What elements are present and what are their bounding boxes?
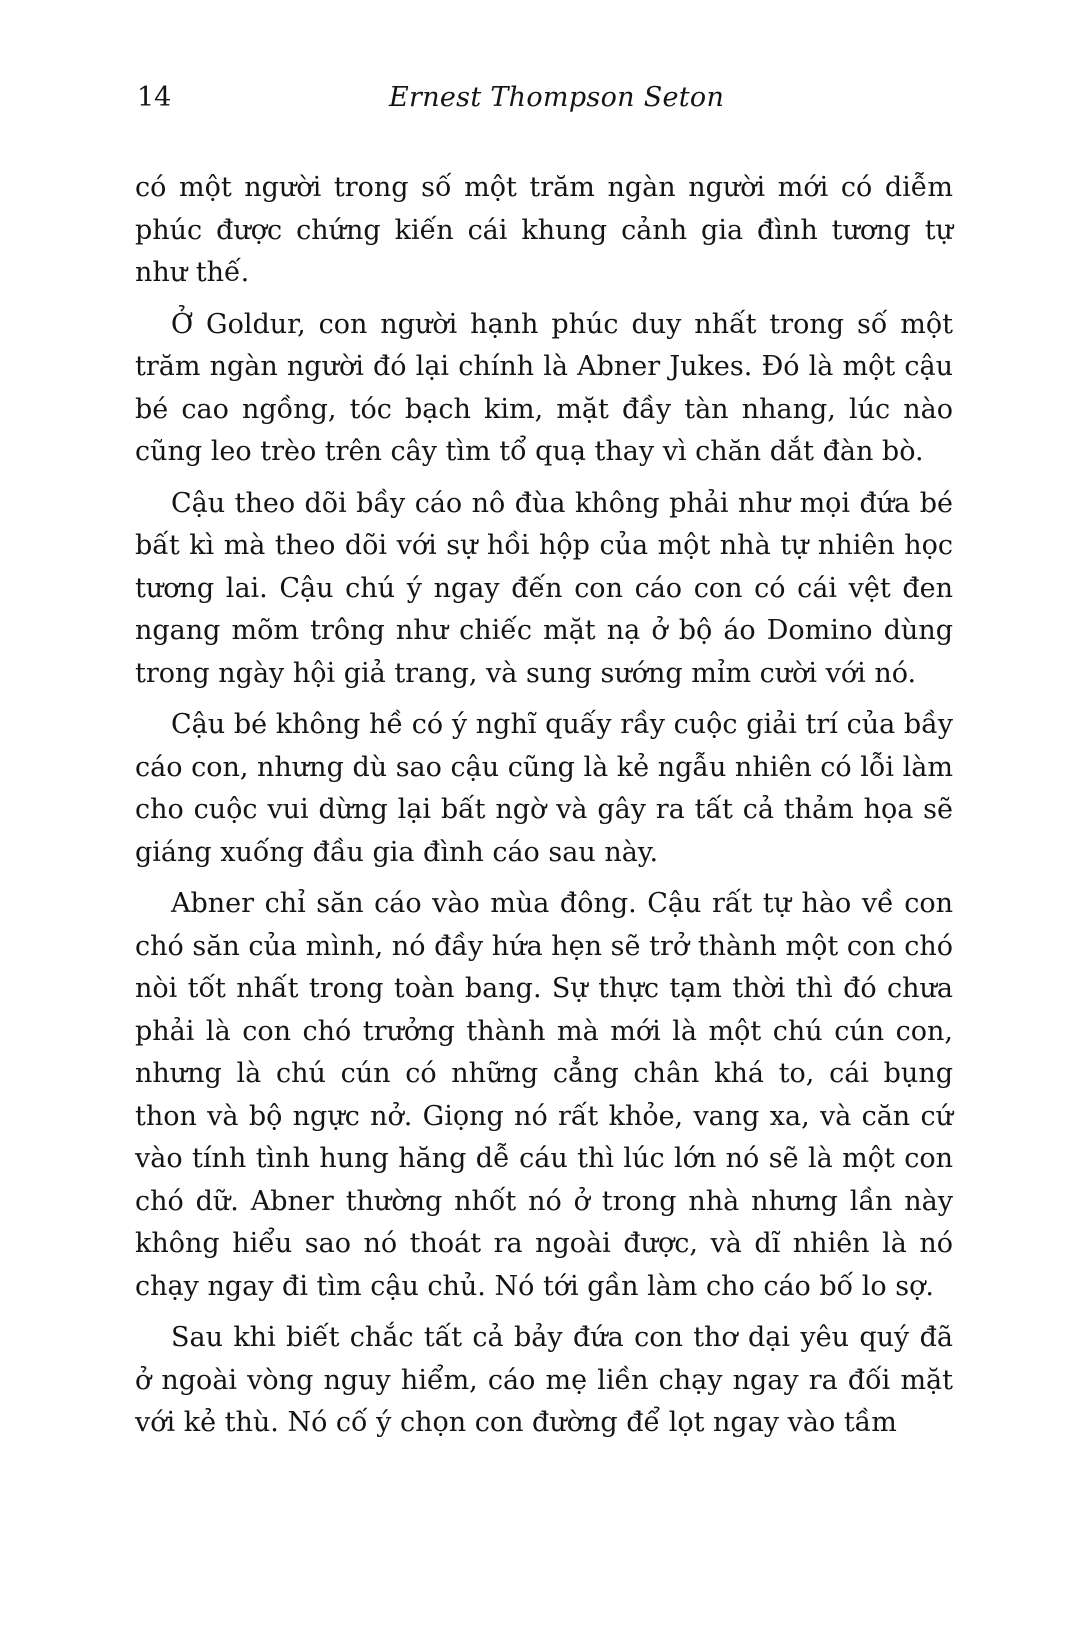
body-text xyxy=(135,167,953,1454)
paragraph: có một người trong số một trăm ngàn người mới có diễm phúc được chứng kiến cái khung cảnh gia đình tương tự như thế. xyxy=(135,172,953,288)
paragraph: Ở Goldur, con người hạnh phúc duy nhất trong số một trăm ngàn người đó lại chính là Abner Jukes. Đó là một cậu bé cao ngồng, tóc bạch kim, mặt đầy tàn nhang, lúc nào cũng leo trèo trên cây tìm tổ quạ thay vì chăn dắt đàn bò. xyxy=(135,308,953,467)
paragraph: Cậu bé không hề có ý nghĩ quấy rầy cuộc giải trí của bầy cáo con, nhưng dù sao cậu cũng là kẻ ngẫu nhiên có lỗi làm cho cuộc vui dừng lại bất ngờ và gây ra tất cả thảm họa sẽ giáng xuống đầu gia đình cáo sau này. xyxy=(135,709,953,868)
paragraph: Sau khi biết chắc tất cả bảy đứa con thơ dại yêu quý đã ở ngoài vòng nguy hiểm, cáo mẹ liền chạy ngay ra đối mặt với kẻ thù. Nó cố ý chọn con đường để lọt ngay vào tầm xyxy=(135,1322,953,1438)
running-header xyxy=(137,82,949,122)
book-author: Ernest Thompson Seton xyxy=(389,82,725,113)
paragraph: Abner chỉ săn cáo vào mùa đông. Cậu rất tự hào về con chó săn của mình, nó đầy hứa hẹn sẽ trở thành một con chó nòi tốt nhất trong toàn bang. Sự thực tạm thời thì đó chưa phải là con chó trưởng thành mà mới là một chú cún con, nhưng là chú cún có những cẳng chân khá to, cái bụng thon và bộ ngực nở. Giọng nó rất khỏe, vang xa, và căn cứ vào tính tình hung hăng dễ cáu thì lúc lớn nó sẽ là một con chó dữ. Abner thường nhốt nó ở trong nhà nhưng lần này không hiểu sao nó thoát ra ngoài được, và dĩ nhiên là nó chạy ngay đi tìm cậu chủ. Nó tới gần làm cho cáo bố lo sợ. xyxy=(135,888,953,1302)
paragraph: Cậu theo dõi bầy cáo nô đùa không phải như mọi đứa bé bất kì mà theo dõi với sự hồi hộp của một nhà tự nhiên học tương lai. Cậu chú ý ngay đến con cáo con có cái vệt đen ngang mõm trông như chiếc mặt nạ ở bộ áo Domino dùng trong ngày hội giả trang, và sung sướng mỉm cười với nó. xyxy=(135,487,953,689)
page-number: 14 xyxy=(137,82,172,113)
